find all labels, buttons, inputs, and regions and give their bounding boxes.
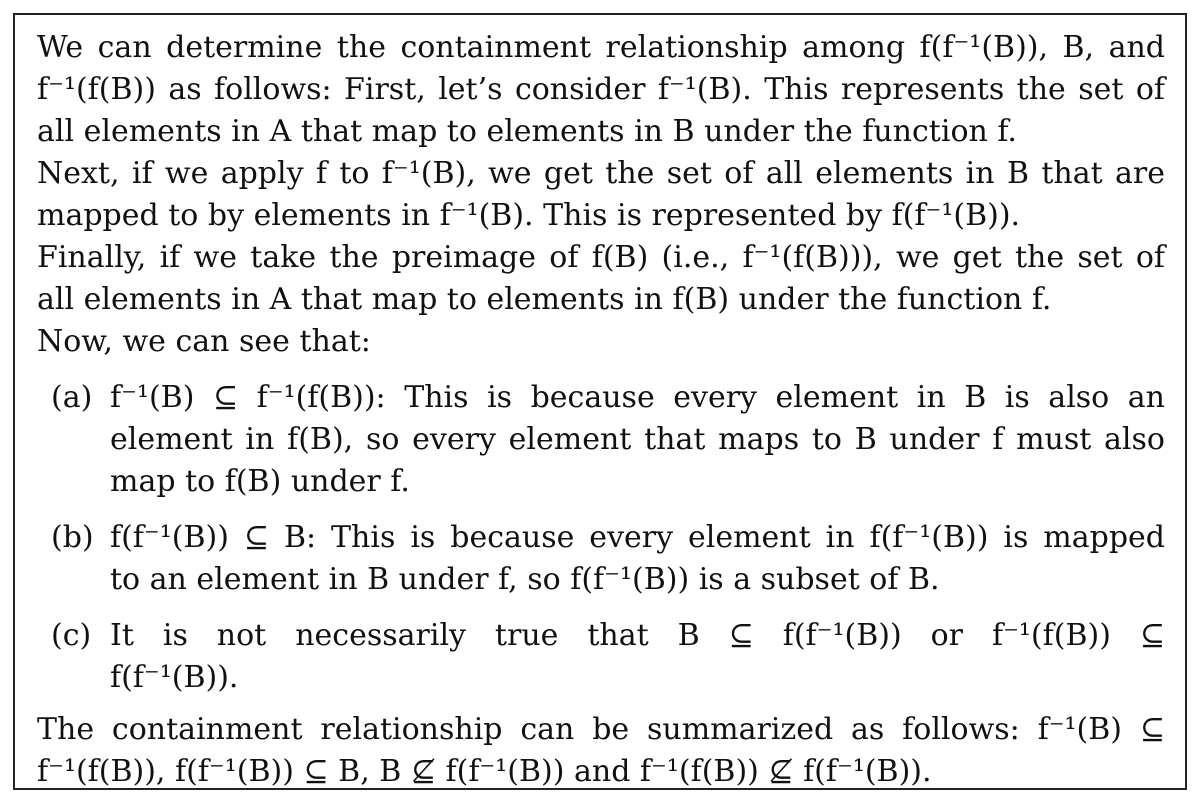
text-line: all elements in A that map to elements in B under the function f. xyxy=(37,114,1017,149)
text-line: Finally, if we take the preimage of f(B) (i.e., f⁻¹(f(B))), we get the set of xyxy=(37,240,1165,275)
list-item-c xyxy=(37,615,1165,699)
list-item-label: (c) xyxy=(51,618,92,653)
text-line: f⁻¹(f(B)) as follows: First, let’s consider f⁻¹(B). This represents the set of xyxy=(37,72,1165,107)
document-box xyxy=(13,13,1187,790)
paragraph-next xyxy=(37,153,1165,237)
text-line: to an element in B under f, so f(f⁻¹(B)) is a subset of B. xyxy=(110,562,940,597)
text-line: It is not necessarily true that B ⊆ f(f⁻¹(B)) or f⁻¹(f(B)) ⊆ xyxy=(110,618,1165,653)
paragraph-summary xyxy=(37,709,1165,793)
text-line: Next, if we apply f to f⁻¹(B), we get the set of all elements in B that are xyxy=(37,156,1165,191)
text-line: f(f⁻¹(B)) ⊆ B: This is because every element in f(f⁻¹(B)) is mapped xyxy=(110,520,1165,555)
paragraph-finally xyxy=(37,237,1165,321)
text-line: Now, we can see that: xyxy=(37,324,371,359)
list-item-label: (b) xyxy=(51,520,94,555)
text-line: We can determine the containment relationship among f(f⁻¹(B)), B, and xyxy=(37,30,1165,65)
text-line: f(f⁻¹(B)). xyxy=(110,660,239,695)
text-line: map to f(B) under f. xyxy=(110,464,410,499)
text-line: f⁻¹(B) ⊆ f⁻¹(f(B)): This is because every element in B is also an xyxy=(110,380,1165,415)
text-line: all elements in A that map to elements in f(B) under the function f. xyxy=(37,282,1052,317)
list-item-b xyxy=(37,517,1165,601)
paragraph-now xyxy=(37,321,1165,363)
text-line: mapped to by elements in f⁻¹(B). This is represented by f(f⁻¹(B)). xyxy=(37,198,1021,233)
paragraph-intro xyxy=(37,27,1165,153)
text-line: f⁻¹(f(B)), f(f⁻¹(B)) ⊆ B, B ⊈ f(f⁻¹(B)) and f⁻¹(f(B)) ⊈ f(f⁻¹(B)). xyxy=(37,754,932,789)
text-line: The containment relationship can be summarized as follows: f⁻¹(B) ⊆ xyxy=(37,712,1165,747)
list-item-label: (a) xyxy=(51,380,93,415)
document-content xyxy=(37,27,1165,793)
text-line: element in f(B), so every element that maps to B under f must also xyxy=(110,422,1165,457)
list-item-a xyxy=(37,377,1165,503)
